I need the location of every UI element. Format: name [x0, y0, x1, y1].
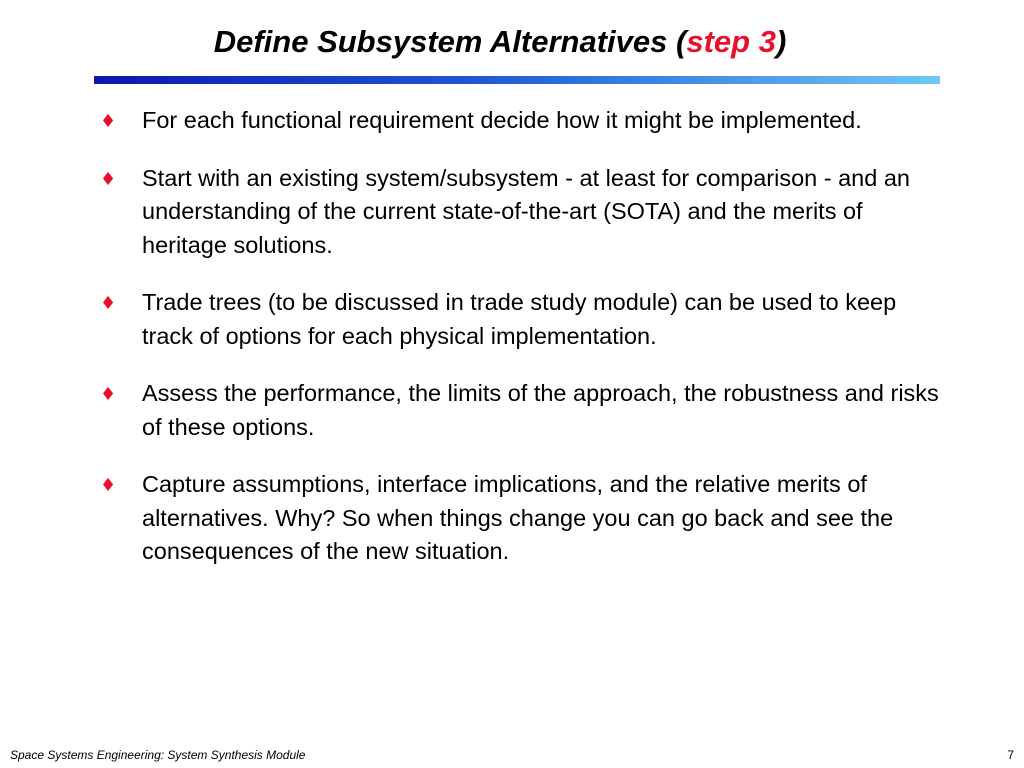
- bullet-item: [100, 468, 950, 569]
- diamond-bullet-icon: ♦: [100, 293, 117, 314]
- bullet-text: Start with an existing system/subsystem - at least for comparison - and an understanding of the current state-of-the-art (SOTA) and the merits of heritage solutions.: [142, 164, 910, 258]
- footer-module-title: Space Systems Engineering: System Synthesis Module: [10, 748, 306, 762]
- bullet-list: [100, 104, 950, 593]
- title-step-text: step 3: [686, 24, 776, 59]
- diamond-bullet-icon: ♦: [100, 384, 117, 405]
- page-number: 7: [1007, 748, 1014, 762]
- bullet-item: [100, 162, 950, 263]
- diamond-bullet-icon: ♦: [100, 111, 117, 132]
- diamond-bullet-icon: ♦: [100, 168, 117, 190]
- bullet-text: For each functional requirement decide how it might be implemented.: [142, 107, 862, 133]
- diamond-bullet-icon: ♦: [100, 475, 117, 496]
- bullet-item: [100, 104, 950, 138]
- bullet-text: Trade trees (to be discussed in trade study module) can be used to keep track of options for each physical implementation.: [142, 289, 897, 349]
- title-underline-bar: [94, 76, 940, 84]
- slide-title: [0, 20, 1000, 64]
- bullet-text: Assess the performance, the limits of the approach, the robustness and risks of these options.: [142, 380, 939, 440]
- bullet-item: [100, 286, 950, 353]
- bullet-item: [100, 377, 950, 444]
- bullet-text: Capture assumptions, interface implications, and the relative merits of alternatives. Why? So when things change you can go back and see the consequences of the new situation.: [142, 471, 894, 564]
- title-closing-paren: ): [775, 24, 787, 59]
- title-main-text: Define Subsystem Alternatives (: [213, 24, 687, 59]
